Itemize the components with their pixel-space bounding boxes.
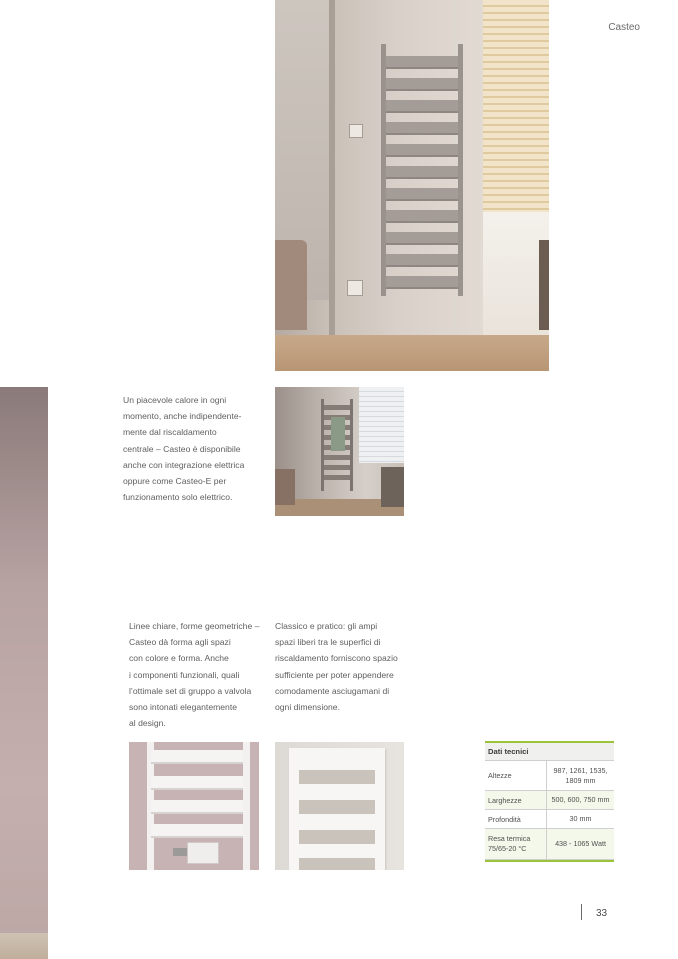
table-label: Profondità [485,810,547,828]
valve-set [187,842,219,864]
table-label: Larghezze [485,791,547,809]
towel [331,417,345,451]
radiator-detail-photo [275,742,404,870]
decorative-wall-strip [0,387,48,959]
wall-outlet [347,280,363,296]
page-number: 33 [596,908,608,919]
page-number-divider [581,904,582,920]
decorative-floor [0,933,48,959]
table-row [485,791,614,810]
hero-bathroom-photo [275,0,549,371]
table-row [485,761,614,791]
table-row [485,829,614,860]
table-label: Resa termica 75/65-20 °C [485,829,547,859]
wall-switch [349,124,363,138]
small-bathroom-photo [275,387,404,516]
intro-paragraph: Un piacevole calore in ogni momento, anche indipendente- mente dal riscaldamento centrale – Casteo è disponibile anche con integrazione elettrica oppure come Casteo-E per funzionamento solo elettrico. [123,395,245,503]
left-column-paragraph: Linee chiare, forme geometriche – Casteo dà forma agli spazi con colore e forma. Anche i componenti funzionali, quali l’ottimale set di gruppo a valvola sono intonati elegantemente al design. [129,621,260,729]
right-column-paragraph: Classico e pratico: gli ampi spazi liberi tra le superfici di riscaldamento forniscono spazio sufficiente per poter appendere comodamente asciugamani di ogni dimensione. [275,621,398,713]
table-value: 987, 1261, 1535, 1809 mm [553,765,608,785]
table-row [485,810,614,829]
table-title: Dati tecnici [485,743,614,761]
wooden-floor [275,335,549,371]
table-value: 500, 600, 750 mm [551,795,610,804]
table-value: 30 mm [569,814,592,823]
technical-data-table [485,741,614,862]
valve-detail-photo [129,742,259,870]
brand-label: Casteo [608,22,640,33]
table-value: 438 - 1065 Watt [555,839,606,848]
towel-radiator [381,44,463,296]
window-blinds [483,0,549,212]
table-label: Altezze [485,761,547,790]
